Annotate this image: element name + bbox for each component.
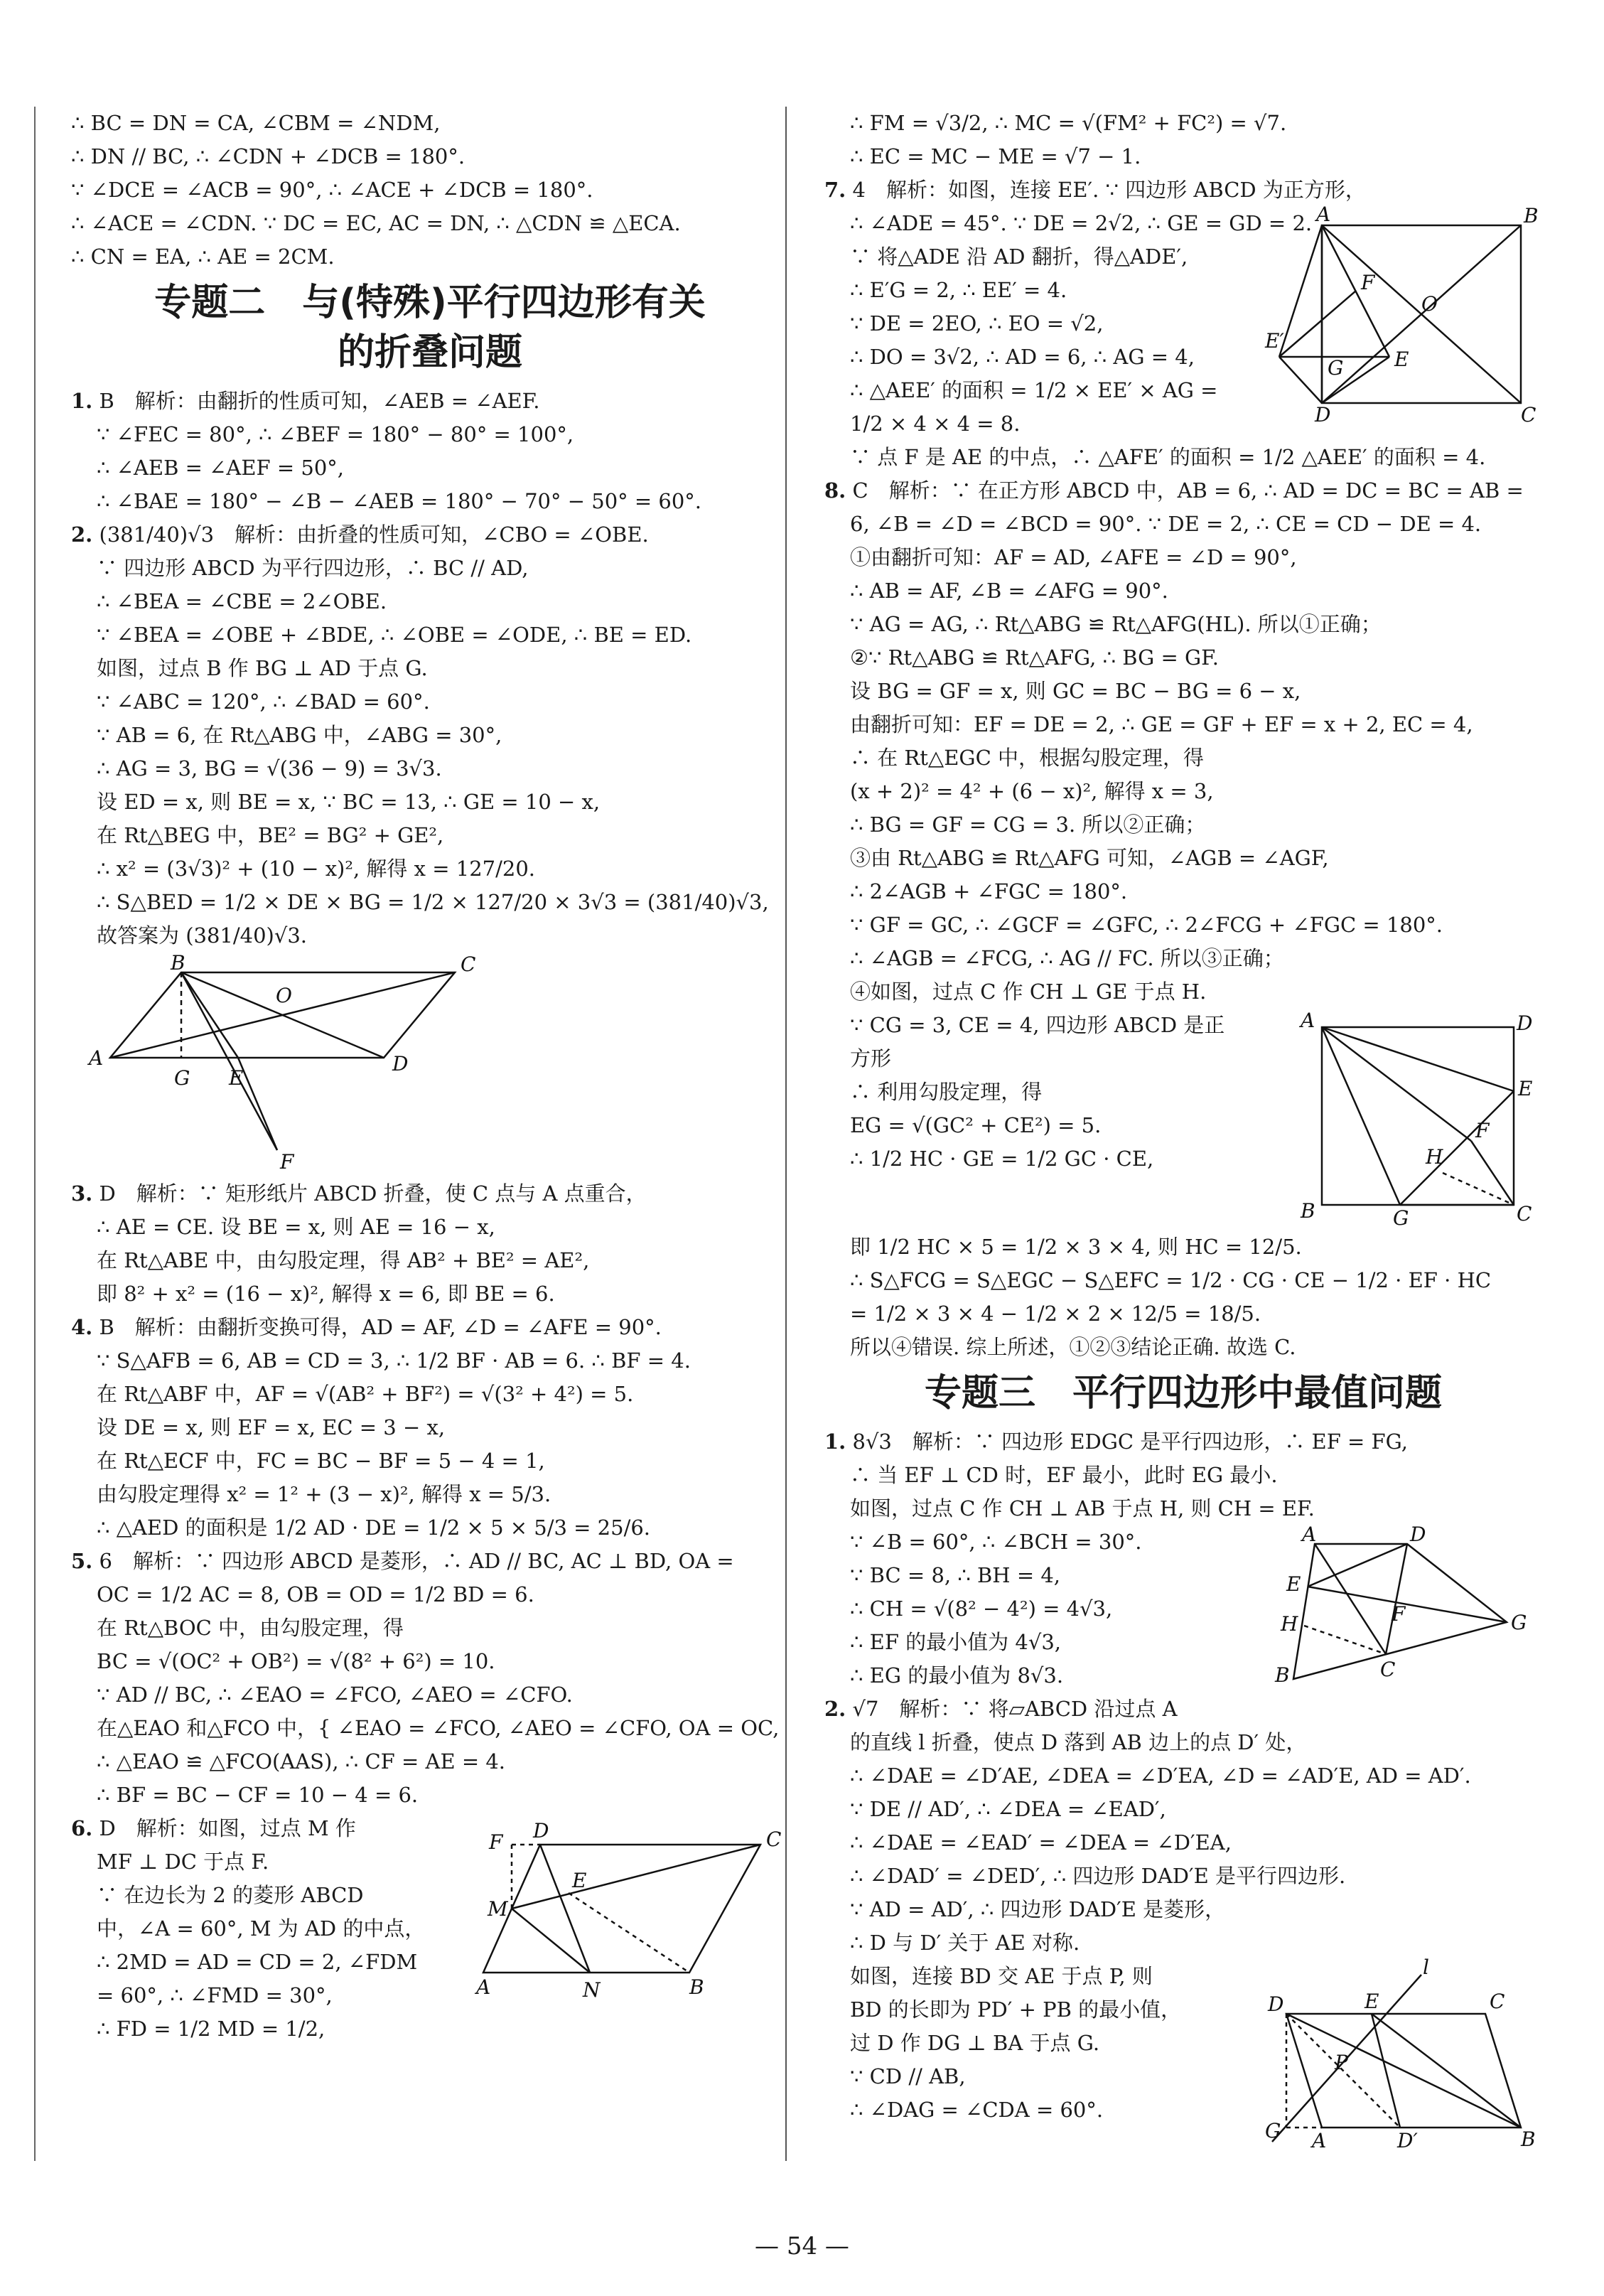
point-label: D bbox=[1268, 1992, 1284, 2016]
point-label: A bbox=[476, 1975, 491, 1999]
section-title-line-2: 的折叠问题 bbox=[337, 331, 522, 374]
text-line: ∴ FM = √3/2, ∴ MC = √(FM² + FC²) = √7. bbox=[850, 111, 1287, 135]
text-line: √7 解析：∵ 将▱ABCD 沿过点 A bbox=[852, 1697, 1178, 1721]
problem-7 bbox=[824, 173, 1542, 474]
text-line: 过 D 作 DG ⊥ BA 于点 G. bbox=[850, 2031, 1100, 2055]
point-label: B bbox=[1301, 1199, 1315, 1223]
text-line: ∴ ∠ACE = ∠CDN. ∵ DC = EC, AC = DN, ∴ △CDN ≌ △ECA. bbox=[71, 211, 681, 235]
text-line: EG = √(GC² + CE²) = 5. bbox=[850, 1113, 1102, 1137]
figure-square-fold bbox=[1265, 203, 1539, 427]
text-line: 如图，过点 C 作 CH ⊥ AB 于点 H, 则 CH = EF. bbox=[850, 1496, 1315, 1520]
text-line: ∵ DE = 2EO, ∴ EO = √2, bbox=[850, 311, 1104, 336]
text-line: ∴ S△BED = 1/2 × DE × BG = 1/2 × 127/20 × 3√3 = (381/40)√3, bbox=[97, 890, 769, 914]
figure-rhombus bbox=[476, 1816, 782, 2001]
text-line: B 解析：由翻折的性质可知，∠AEB = ∠AEF. bbox=[99, 389, 540, 413]
left-margin-rule bbox=[34, 107, 36, 2161]
text-line: ∴ 2∠AGB + ∠FGC = 180°. bbox=[850, 879, 1128, 903]
text-line: 设 DE = x, 则 EF = x, EC = 3 − x, bbox=[97, 1415, 446, 1439]
text-line: 的直线 l 折叠，使点 D 落到 AB 边上的点 D′ 处， bbox=[850, 1730, 1307, 1754]
figure-square-crease bbox=[1301, 1009, 1535, 1230]
figure-parallelogram-fold bbox=[71, 951, 789, 1174]
point-label: G bbox=[174, 1066, 190, 1090]
point-label: C bbox=[766, 1828, 782, 1851]
point-label: P bbox=[1335, 2051, 1348, 2074]
text-line: ∴ ∠AEB = ∠AEF = 50°, bbox=[97, 456, 345, 480]
problem-number: 8. bbox=[824, 478, 846, 503]
text-line: ∵ 四边形 ABCD 为平行四边形，∴ BC // AD, bbox=[97, 556, 529, 580]
point-label: E bbox=[1286, 1572, 1301, 1596]
text-line: ∴ EF 的最小值为 4√3, bbox=[850, 1630, 1061, 1654]
point-label: D bbox=[392, 1052, 409, 1075]
text-line: ①由翻折可知：AF = AD, ∠AFE = ∠D = 90°, bbox=[850, 545, 1297, 569]
left-column bbox=[71, 107, 789, 2046]
problem-5 bbox=[71, 1545, 789, 1812]
point-label: F bbox=[280, 1150, 294, 1174]
problem-4 bbox=[71, 1311, 789, 1545]
text-line: ∴ DO = 3√2, ∴ AD = 6, ∴ AG = 4, bbox=[850, 345, 1195, 369]
geometry-figure bbox=[71, 951, 476, 1174]
text-line: ∵ 在边长为 2 的菱形 ABCD bbox=[97, 1883, 364, 1907]
text-line: 在 Rt△ECF 中，FC = BC − BF = 5 − 4 = 1, bbox=[97, 1449, 545, 1473]
point-label: F bbox=[1392, 1602, 1406, 1626]
text-line: 在 Rt△ABE 中，由勾股定理，得 AB² + BE² = AE², bbox=[97, 1248, 590, 1272]
text-line: ∴ CN = EA, ∴ AE = 2CM. bbox=[71, 245, 335, 269]
problem-3 bbox=[71, 1177, 789, 1311]
text-line: 在 Rt△ABF 中，AF = √(AB² + BF²) = √(3² + 4²) = 5. bbox=[97, 1382, 634, 1406]
text-line: ∴ ∠BEA = ∠CBE = 2∠OBE. bbox=[97, 589, 387, 613]
text-line: ∴ AE = CE. 设 BE = x, 则 AE = 16 − x, bbox=[97, 1215, 495, 1239]
text-line: ∵ DE // AD′, ∴ ∠DEA = ∠EAD′, bbox=[850, 1797, 1166, 1821]
point-label: C bbox=[1521, 403, 1536, 427]
text-line: ∴ EG 的最小值为 8√3. bbox=[850, 1663, 1064, 1688]
text-line: (x + 2)² = 4² + (6 − x)², 解得 x = 3, bbox=[850, 779, 1214, 803]
section-title-line-1: 专题二 与(特殊)平行四边形有关 bbox=[154, 281, 706, 324]
text-line: ∴ D 与 D′ 关于 AE 对称. bbox=[850, 1931, 1080, 1955]
text-line: ∴ BG = GF = CG = 3. 所以②正确； bbox=[850, 812, 1206, 837]
text-line: ∴ 当 EF ⊥ CD 时，EF 最小，此时 EG 最小. bbox=[850, 1463, 1278, 1487]
text-line: ∵ ∠B = 60°, ∴ ∠BCH = 30°. bbox=[850, 1530, 1142, 1554]
text-line: ∵ GF = GC, ∴ ∠GCF = ∠GFC, ∴ 2∠FCG + ∠FGC = 180°. bbox=[850, 913, 1443, 937]
text-line: ∵ S△AFB = 6, AB = CD = 3, ∴ 1/2 BF · AB = 6. ∴ BF = 4. bbox=[97, 1348, 691, 1373]
text-line: ∴ E′G = 2, ∴ EE′ = 4. bbox=[850, 278, 1067, 302]
point-label: E bbox=[572, 1869, 587, 1892]
section-title-3: 专题三 平行四边形中最值问题 bbox=[924, 1372, 1442, 1415]
point-label: E′ bbox=[1265, 329, 1284, 353]
problem-number: 2. bbox=[824, 1697, 846, 1721]
text-line: 即 1/2 HC × 5 = 1/2 × 3 × 4, 则 HC = 12/5. bbox=[850, 1235, 1302, 1259]
text-line: 由翻折可知：EF = DE = 2, ∴ GE = GF + EF = x + 2, EC = 4, bbox=[850, 712, 1473, 736]
point-label: G bbox=[1265, 2119, 1281, 2142]
problem-number: 1. bbox=[71, 389, 93, 413]
text-line: ∴ ∠BAE = 180° − ∠B − ∠AEB = 180° − 70° − 50° = 60°. bbox=[97, 489, 701, 513]
text-line: 6, ∠B = ∠D = ∠BCD = 90°. ∵ DE = 2, ∴ CE = CD − DE = 4. bbox=[850, 512, 1482, 536]
text-line: ∵ AG = AG, ∴ Rt△ABG ≌ Rt△AFG(HL). 所以①正确； bbox=[850, 612, 1382, 636]
text-line: ∴ ∠AGB = ∠FCG, ∴ AG // FC. 所以③正确； bbox=[850, 946, 1284, 970]
text-line: 在 Rt△BEG 中，BE² = BG² + GE², bbox=[97, 823, 444, 847]
text-line: ∵ ∠DCE = ∠ACB = 90°, ∴ ∠ACE + ∠DCB = 180°. bbox=[71, 178, 593, 202]
point-label: F bbox=[489, 1830, 503, 1854]
point-label: B bbox=[1521, 2128, 1536, 2151]
text-line: 8√3 解析：∵ 四边形 EDGC 是平行四边形，∴ EF = FG, bbox=[852, 1429, 1409, 1454]
section-title-2 bbox=[71, 278, 789, 377]
figure-rhombus-fold bbox=[1258, 1956, 1536, 2152]
problem-3-1 bbox=[824, 1425, 1542, 1693]
point-label: F bbox=[1361, 271, 1375, 294]
text-line: ∴ 在 Rt△EGC 中，根据勾股定理，得 bbox=[850, 746, 1204, 770]
text-line: ∴ △AEE′ 的面积 = 1/2 × EE′ × AG = bbox=[850, 378, 1218, 402]
text-line: BC = √(OC² + OB²) = √(8² + 6²) = 10. bbox=[97, 1649, 495, 1673]
text-line: ∴ FD = 1/2 MD = 1/2, bbox=[97, 2017, 325, 2041]
problem-1 bbox=[71, 385, 789, 518]
text-line: ∵ ∠BEA = ∠OBE + ∠BDE, ∴ ∠OBE = ∠ODE, ∴ BE = ED. bbox=[97, 623, 692, 647]
point-label: B bbox=[171, 951, 185, 975]
point-label: D bbox=[1517, 1012, 1533, 1035]
text-line: ∴ ∠DAG = ∠CDA = 60°. bbox=[850, 2098, 1104, 2122]
point-label: B bbox=[1524, 204, 1539, 227]
page-number: — 54 — bbox=[755, 2232, 849, 2260]
point-label: D bbox=[1315, 403, 1331, 427]
text-line: ∵ ∠FEC = 80°, ∴ ∠BEF = 180° − 80° = 100°, bbox=[97, 422, 574, 446]
text-line: ∴ BC = DN = CA, ∠CBM = ∠NDM, bbox=[71, 111, 441, 135]
text-line: D 解析：如图，过点 M 作 bbox=[99, 1816, 356, 1840]
text-line: ∴ ∠ADE = 45°. ∵ DE = 2√2, ∴ GE = GD = 2. bbox=[850, 211, 1313, 235]
text-line: 如图，过点 B 作 BG ⊥ AD 于点 G. bbox=[97, 656, 428, 680]
point-label: D bbox=[533, 1819, 549, 1842]
problem-number: 6. bbox=[71, 1816, 93, 1840]
point-label: E bbox=[1394, 348, 1409, 371]
point-label: E bbox=[1518, 1077, 1533, 1100]
point-label: G bbox=[1511, 1611, 1527, 1634]
point-label: F bbox=[1475, 1119, 1490, 1142]
problem-number: 7. bbox=[824, 178, 846, 202]
text-line: ∵ CD // AB, bbox=[850, 2064, 966, 2088]
point-label: C bbox=[1517, 1202, 1532, 1225]
geometry-figure bbox=[1301, 1009, 1535, 1230]
text-line: 由勾股定理得 x² = 1² + (3 − x)², 解得 x = 5/3. bbox=[97, 1482, 551, 1506]
text-line: ∴ S△FCG = S△EGC − S△EFC = 1/2 · CG · CE − 1/2 · EF · HC bbox=[850, 1268, 1492, 1292]
text-line: MF ⊥ DC 于点 F. bbox=[97, 1850, 269, 1874]
text-line: B 解析：由翻折变换可得，AD = AF, ∠D = ∠AFE = 90°. bbox=[99, 1315, 662, 1339]
point-label: A bbox=[1301, 1009, 1315, 1032]
point-label: E bbox=[229, 1066, 244, 1090]
text-line: ③由 Rt△ABG ≌ Rt△AFG 可知，∠AGB = ∠AGF, bbox=[850, 846, 1329, 870]
problem-2 bbox=[71, 518, 789, 1174]
text-line: ∵ 点 F 是 AE 的中点，∴ △AFE′ 的面积 = 1/2 △AEE′ 的面积 = 4. bbox=[850, 445, 1486, 469]
text-line: ∴ ∠DAE = ∠EAD′ = ∠DEA = ∠D′EA, bbox=[850, 1830, 1232, 1855]
text-line: ∴ 1/2 HC · GE = 1/2 GC · CE, bbox=[850, 1147, 1154, 1171]
text-line: (381/40)√3 解析：由折叠的性质可知，∠CBO = ∠OBE. bbox=[99, 522, 649, 547]
text-line: = 1/2 × 3 × 4 − 1/2 × 2 × 12/5 = 18/5. bbox=[850, 1302, 1261, 1326]
point-label: N bbox=[583, 1978, 601, 2002]
text-line: 在△EAO 和△FCO 中，{ ∠EAO = ∠FCO, ∠AEO = ∠CFO, OA = OC, bbox=[97, 1716, 780, 1740]
point-label: B bbox=[689, 1975, 704, 1999]
text-line: OC = 1/2 AC = 8, OB = OD = 1/2 BD = 6. bbox=[97, 1582, 534, 1606]
text-line: ∴ DN // BC, ∴ ∠CDN + ∠DCB = 180°. bbox=[71, 144, 465, 168]
text-line: 设 BG = GF = x, 则 GC = BC − BG = 6 − x, bbox=[850, 679, 1301, 703]
text-line: 故答案为 (381/40)√3. bbox=[97, 923, 308, 948]
point-label: H bbox=[1281, 1612, 1298, 1636]
text-line: 中，∠A = 60°, M 为 AD 的中点， bbox=[97, 1916, 426, 1941]
problem-3-2 bbox=[824, 1693, 1542, 2153]
point-label: O bbox=[276, 984, 292, 1007]
point-label: D′ bbox=[1397, 2129, 1418, 2152]
right-column bbox=[824, 107, 1542, 2153]
text-line: ∴ x² = (3√3)² + (10 − x)², 解得 x = 127/20. bbox=[97, 857, 535, 881]
text-line: ∴ △AED 的面积是 1/2 AD · DE = 1/2 × 5 × 5/3 = 25/6. bbox=[97, 1516, 651, 1540]
text-line: ∴ AB = AF, ∠B = ∠AFG = 90°. bbox=[850, 579, 1168, 603]
geometry-figure bbox=[476, 1816, 782, 2001]
text-line: 即 8² + x² = (16 − x)², 解得 x = 6, 即 BE = 6. bbox=[97, 1282, 555, 1306]
point-label: M bbox=[488, 1897, 508, 1921]
figure-parallelogram-min bbox=[1265, 1523, 1535, 1687]
text-line: ∵ CG = 3, CE = 4, 四边形 ABCD 是正 bbox=[850, 1013, 1225, 1037]
text-line: ∴ AG = 3, BG = √(36 − 9) = 3√3. bbox=[97, 756, 442, 780]
text-line: ∵ 将△ADE 沿 AD 翻折，得△ADE′, bbox=[850, 245, 1188, 269]
point-label: l bbox=[1423, 1956, 1429, 1979]
text-line: ∴ CH = √(8² − 4²) = 4√3, bbox=[850, 1597, 1113, 1621]
text-line: ∴ 利用勾股定理，得 bbox=[850, 1080, 1043, 1104]
text-line: ∵ ∠ABC = 120°, ∴ ∠BAD = 60°. bbox=[97, 690, 430, 714]
point-label: A bbox=[1302, 1523, 1317, 1546]
text-line: = 60°, ∴ ∠FMD = 30°, bbox=[97, 1983, 333, 2007]
text-line: ④如图，过点 C 作 CH ⊥ GE 于点 H. bbox=[850, 980, 1207, 1004]
point-label: H bbox=[1426, 1145, 1443, 1169]
text-line: 4 解析：如图，连接 EE′. ∵ 四边形 ABCD 为正方形， bbox=[852, 178, 1366, 202]
geometry-figure bbox=[1265, 1523, 1535, 1687]
geometry-figure bbox=[1258, 1956, 1536, 2152]
text-line: D 解析：∵ 矩形纸片 ABCD 折叠，使 C 点与 A 点重合， bbox=[99, 1181, 647, 1206]
text-line: ∵ BC = 8, ∴ BH = 4, bbox=[850, 1563, 1061, 1587]
point-label: A bbox=[1316, 203, 1331, 226]
point-label: G bbox=[1328, 356, 1344, 380]
text-line: 1/2 × 4 × 4 = 8. bbox=[850, 412, 1021, 436]
text-line: 设 ED = x, 则 BE = x, ∵ BC = 13, ∴ GE = 10 − x, bbox=[97, 790, 601, 814]
text-line: ∴ 2MD = AD = CD = 2, ∠FDM bbox=[97, 1950, 418, 1974]
text-line: 在 Rt△BOC 中，由勾股定理，得 bbox=[97, 1616, 404, 1640]
point-label: O bbox=[1421, 292, 1438, 316]
problem-number: 1. bbox=[824, 1429, 846, 1454]
text-line: C 解析：∵ 在正方形 ABCD 中，AB = 6, ∴ AD = DC = BC = AB = bbox=[852, 478, 1524, 503]
problem-number: 5. bbox=[71, 1549, 93, 1573]
point-label: C bbox=[1380, 1658, 1396, 1681]
point-label: E bbox=[1365, 1990, 1379, 2013]
text-line: 所以④错误. 综上所述，①②③结论正确. 故选 C. bbox=[850, 1335, 1296, 1359]
text-line: ∵ AD // BC, ∴ ∠EAO = ∠FCO, ∠AEO = ∠CFO. bbox=[97, 1683, 573, 1707]
point-label: C bbox=[461, 953, 476, 976]
point-label: D bbox=[1410, 1523, 1426, 1546]
text-line: ∴ △EAO ≌ △FCO(AAS), ∴ CF = AE = 4. bbox=[97, 1749, 506, 1774]
problem-8 bbox=[824, 474, 1542, 1364]
problem-number: 2. bbox=[71, 522, 93, 547]
text-line: ②∵ Rt△ABG ≌ Rt△AFG, ∴ BG = GF. bbox=[850, 645, 1219, 670]
problem-number: 3. bbox=[71, 1181, 93, 1206]
text-line: ∴ BF = BC − CF = 10 − 4 = 6. bbox=[97, 1783, 419, 1807]
text-line: 6 解析：∵ 四边形 ABCD 是菱形，∴ AD // BC, AC ⊥ BD, OA = bbox=[99, 1549, 734, 1573]
text-line: ∴ EC = MC − ME = √7 − 1. bbox=[850, 144, 1141, 168]
text-line: BD 的长即为 PD′ + PB 的最小值， bbox=[850, 1997, 1182, 2022]
problem-6 bbox=[71, 1812, 789, 2046]
geometry-figure bbox=[1265, 203, 1539, 427]
text-line: ∴ ∠DAE = ∠D′AE, ∠DEA = ∠D′EA, ∠D = ∠AD′E, AD = AD′. bbox=[850, 1764, 1471, 1788]
point-label: G bbox=[1393, 1206, 1409, 1230]
text-line: 方形 bbox=[850, 1046, 892, 1071]
text-line: ∴ ∠DAD′ = ∠DED′, ∴ 四边形 DAD′E 是平行四边形. bbox=[850, 1864, 1346, 1888]
point-label: A bbox=[89, 1046, 104, 1070]
text-line: ∵ AB = 6, 在 Rt△ABG 中，∠ABG = 30°, bbox=[97, 723, 502, 747]
point-label: A bbox=[1312, 2129, 1327, 2152]
point-label: C bbox=[1490, 1990, 1505, 2013]
text-line: ∵ AD = AD′, ∴ 四边形 DAD′E 是菱形， bbox=[850, 1897, 1226, 1921]
problem-number: 4. bbox=[71, 1315, 93, 1339]
text-line: 如图，连接 BD 交 AE 于点 P, 则 bbox=[850, 1964, 1153, 1988]
point-label: B bbox=[1275, 1663, 1290, 1687]
